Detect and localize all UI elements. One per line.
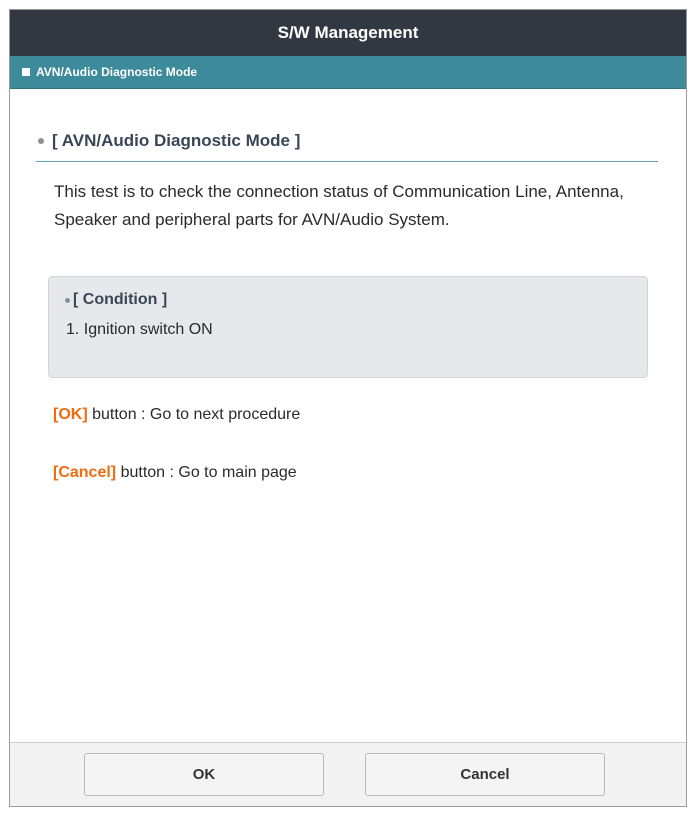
condition-title-text: [ Condition ] <box>73 291 168 308</box>
ok-hint-text: button : Go to next procedure <box>87 406 301 423</box>
cancel-button[interactable]: Cancel <box>365 753 605 796</box>
ok-hint-key: [OK] <box>53 406 88 423</box>
cancel-hint <box>53 464 658 482</box>
test-description: This test is to check the connection status of Communication Line, Antenna, Speaker and peripheral parts for AVN/Audio System. <box>54 182 624 229</box>
condition-box <box>48 276 648 378</box>
bullet-icon <box>65 298 70 303</box>
cancel-hint-key: [Cancel] <box>53 464 117 481</box>
bullet-icon <box>38 138 44 144</box>
mode-subheader-label: AVN/Audio Diagnostic Mode <box>36 65 198 79</box>
section-heading-text: [ AVN/Audio Diagnostic Mode ] <box>52 130 301 150</box>
button-footer <box>10 742 686 806</box>
condition-title <box>65 291 647 309</box>
ok-button[interactable]: OK <box>84 753 324 796</box>
square-icon <box>22 68 30 76</box>
ok-hint <box>53 406 658 424</box>
condition-item: 1. Ignition switch ON <box>66 321 213 338</box>
main-content <box>10 128 686 482</box>
section-heading <box>36 128 658 162</box>
cancel-hint-text: button : Go to main page <box>116 464 297 481</box>
window-title-text: S/W Management <box>277 23 419 42</box>
window-title <box>10 10 686 56</box>
sw-management-dialog <box>9 9 687 807</box>
mode-subheader <box>10 56 686 89</box>
